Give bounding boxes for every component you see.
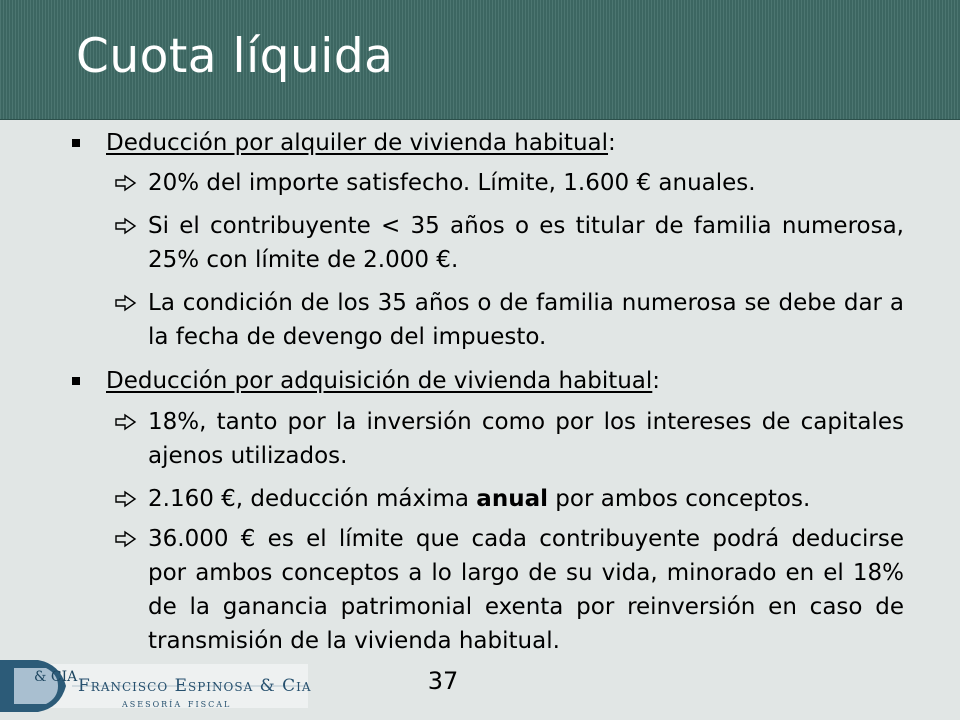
arrow-right-outline-icon (114, 530, 138, 548)
arrow-right-outline-icon (114, 217, 138, 235)
list-item-text: 2.160 €, deducción máxima anual por ambos conceptos. (148, 486, 811, 512)
heading-text: Deducción por alquiler de vivienda habitual (106, 130, 609, 156)
arrow-right-outline-icon (114, 413, 138, 431)
list-item (120, 286, 904, 354)
page-number: 37 (427, 667, 459, 695)
arrow-right-outline-icon (114, 490, 138, 508)
section-heading-adquisicion (70, 364, 910, 398)
list-item (120, 522, 904, 658)
list-item-text: La condición de los 35 años o de familia numerosa se debe dar a la fecha de devengo del impuesto. (148, 290, 904, 350)
square-bullet-icon (72, 377, 80, 385)
list-item-text: Si el contribuyente < 35 años o es titular de familia numerosa, 25% con límite de 2.000 €. (148, 213, 904, 273)
list-item-text: 36.000 € es el límite que cada contribuyente podrá deducirse por ambos conceptos a lo largo de su vida, minorado en el 18% de la ganancia patrimonial exenta por reinversión en caso de transmisión de la vivienda habitual. (148, 526, 904, 654)
arrow-right-outline-icon (114, 174, 138, 192)
list-item (120, 209, 904, 277)
section-heading-alquiler (70, 126, 910, 160)
arrow-right-outline-icon (114, 294, 138, 312)
list-item (120, 166, 904, 200)
emphasis-text: anual (476, 486, 548, 512)
slide-title: Cuota líquida (76, 29, 394, 84)
logo-company-name: Francisco Espinosa & Cia (78, 676, 312, 696)
list-item-text: 20% del importe satisfecho. Límite, 1.600 € anuales. (148, 170, 756, 196)
logo-tagline: asesoría fiscal (122, 696, 232, 710)
heading-colon: : (608, 130, 616, 156)
heading-colon: : (652, 368, 661, 394)
heading-text: Deducción por adquisición de vivienda habitual (106, 368, 653, 394)
list-item (120, 482, 904, 516)
list-item (120, 405, 904, 473)
list-item-text: 18%, tanto por la inversión como por los intereses de capitales ajenos utilizados. (148, 409, 904, 469)
logo-cia-mark: & CIA (34, 669, 78, 685)
square-bullet-icon (72, 139, 80, 147)
